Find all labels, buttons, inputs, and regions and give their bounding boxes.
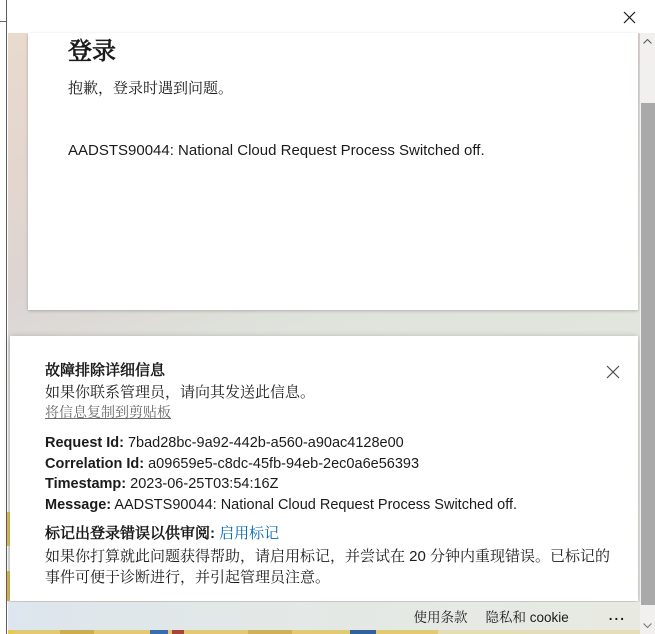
vertical-scrollbar[interactable] bbox=[640, 33, 655, 634]
scrollbar-thumb[interactable] bbox=[641, 103, 655, 605]
window-frame-notch bbox=[0, 21, 7, 22]
privacy-cookies-link[interactable]: 隐私和 cookie bbox=[485, 610, 569, 625]
error-details-list bbox=[45, 433, 608, 516]
panel-close-button[interactable] bbox=[605, 364, 621, 380]
terms-of-use-link[interactable]: 使用条款 bbox=[413, 610, 468, 625]
page-title: 登录 bbox=[68, 38, 116, 65]
background-artifact bbox=[172, 630, 184, 634]
close-icon bbox=[623, 11, 636, 24]
background-artifact bbox=[350, 630, 376, 634]
window-frame-line bbox=[6, 0, 7, 634]
detail-row-timestamp bbox=[45, 474, 608, 495]
enable-flagging-link[interactable]: 启用标记 bbox=[219, 524, 280, 542]
scroll-down-button[interactable] bbox=[640, 617, 655, 634]
error-code-message: AADSTS90044: National Cloud Request Process Switched off. bbox=[68, 142, 485, 159]
troubleshooting-title: 故障排除详细信息 bbox=[45, 362, 166, 379]
background-artifact bbox=[8, 630, 14, 634]
background-artifact bbox=[438, 630, 640, 634]
titlebar bbox=[7, 0, 655, 33]
error-subtitle: 抱歉，登录时遇到问题。 bbox=[68, 80, 234, 97]
troubleshooting-panel bbox=[10, 336, 638, 601]
detail-value: a09659e5-c8dc-45fb-94eb-2ec0a6e56393 bbox=[144, 455, 420, 472]
flag-description: 如果你打算就此问题获得帮助，请启用标记，并尝试在 20 分钟内重现错误。已标记的事件可便于诊断进行，并引起管理员注意。 bbox=[45, 547, 611, 587]
detail-label: Request Id: bbox=[45, 435, 124, 451]
flag-label: 标记出登录错误以供审阅: bbox=[45, 524, 215, 542]
detail-value: AADSTS90044: National Cloud Request Process Switched off. bbox=[111, 497, 518, 514]
detail-label: Correlation Id: bbox=[45, 455, 145, 472]
detail-label: Timestamp: bbox=[45, 476, 127, 493]
close-icon bbox=[606, 365, 620, 379]
detail-label: Message: bbox=[45, 497, 112, 514]
detail-value: 7bad28bc-9a92-442b-a560-a90ac4128e00 bbox=[123, 435, 404, 451]
chevron-up-icon bbox=[643, 39, 652, 44]
signin-card bbox=[28, 33, 638, 310]
more-options-button[interactable]: ... bbox=[608, 608, 626, 623]
troubleshooting-instruction: 如果你联系管理员，请向其发送此信息。 bbox=[45, 384, 316, 401]
background-artifact bbox=[150, 630, 168, 634]
scroll-up-button[interactable] bbox=[640, 33, 655, 50]
background-artifact bbox=[60, 630, 94, 634]
chevron-down-icon bbox=[643, 623, 652, 628]
footer-bar bbox=[8, 602, 640, 630]
detail-row-message bbox=[45, 495, 608, 516]
background-page-strip bbox=[8, 630, 640, 634]
detail-row-correlation-id bbox=[45, 454, 608, 475]
detail-row-request-id bbox=[45, 433, 608, 454]
copy-to-clipboard-link[interactable]: 将信息复制到剪贴板 bbox=[45, 404, 171, 420]
detail-value: 2023-06-25T03:54:16Z bbox=[126, 476, 279, 493]
flag-signin-row bbox=[45, 524, 608, 543]
window-close-button[interactable] bbox=[620, 8, 638, 26]
background-artifact bbox=[248, 630, 292, 634]
